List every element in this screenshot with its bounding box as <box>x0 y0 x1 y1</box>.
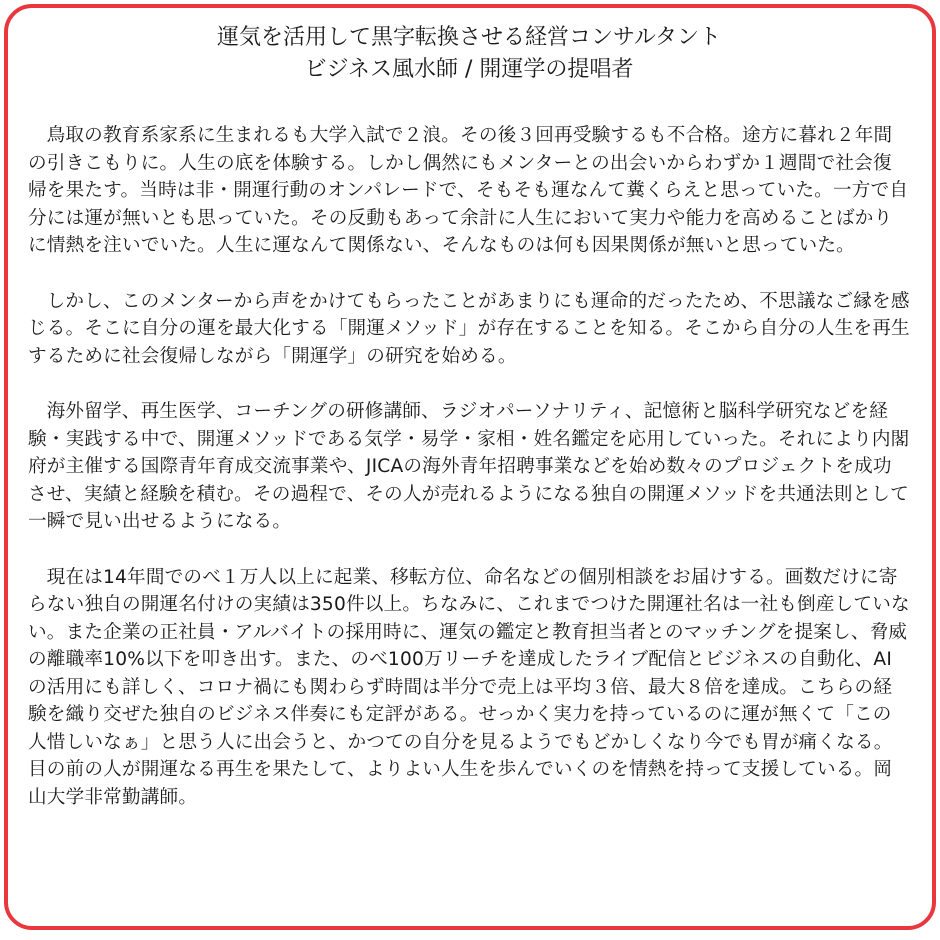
paragraph-background: 鳥取の教育系家系に生まれるも大学入試で２浪。その後３回再受験するも不合格。途方に暮れ２年間の引きこもりに。人生の底を体験する。しかし偶然にもメンターとの出会いからわずか１週間で社会復帰を果たす。当時は非・開運行動のオンパレードで、そもそも運なんて糞くらえと思っていた。一方で自分には運が無いとも思っていた。その反動もあって余計に人生において実力や能力を高めることばかりに情熱を注いでいた。人生に運なんて関係ない、そんなものは何も因果関係が無いと思っていた。 <box>28 125 909 256</box>
paragraph-turning-point: しかし、このメンターから声をかけてもらったことがあまりにも運命的だったため、不思議なご縁を感じる。そこに自分の運を最大化する「開運メソッド」が存在することを知る。そこから自分の人生を再生するために社会復帰しながら「開運学」の研究を始める。 <box>28 290 910 367</box>
paragraph-experience: 海外留学、再生医学、コーチングの研修講師、ラジオパーソナリティ、記憶術と脳科学研究などを経験・実践する中で、開運メソッドである気学・易学・家相・姓名鑑定を応用していった。それにより内閣府が主催する国際青年育成交流事業や、JICAの海外青年招聘事業などを始め数々のプロジェクトを成功させ、実績と経験を積む。その過程で、その人が売れるようになる独自の開運メソッドを共通法則として一瞬で見い出せるようになる。 <box>28 401 910 532</box>
page-title: 運気を活用して黒字転換させる経営コンサルタント <box>216 25 722 50</box>
page-subtitle: ビジネス風水師 / 開運学の提唱者 <box>304 57 634 82</box>
paragraph-current-work: 現在は14年間でのべ１万人以上に起業、移転方位、命名などの個別相談をお届けする。画数だけに寄らない独自の開運名付けの実績は350件以上。ちなみに、これまでつけた開運社名は一社も倒産していない。また企業の正社員・アルバイトの採用時に、運気の鑑定と教育担当者とのマッチングを提案し、脅威の離職率10%以下を叩き出す。また、のべ100万リーチを達成したライブ配信とビジネスの自動化、AIの活用にも詳しく、コロナ禍にも関わらず時間は半分で売上は平均３倍、最大８倍を達成。こちらの経験を織り交ぜた独自のビジネス伴奏にも定評がある。せっかく実力を持っているのに運が無くて「この人惜しいなぁ」と思う人に出会うと、かつての自分を見るようでもどかしくなり今でも胃が痛くなる。目の前の人が開運なる再生を果たして、よりよい人生を歩んでいくのを情熱を持って支援している。岡山大学非常勤講師。 <box>28 566 910 808</box>
profile-card <box>4 4 936 930</box>
profile-content <box>28 22 910 811</box>
